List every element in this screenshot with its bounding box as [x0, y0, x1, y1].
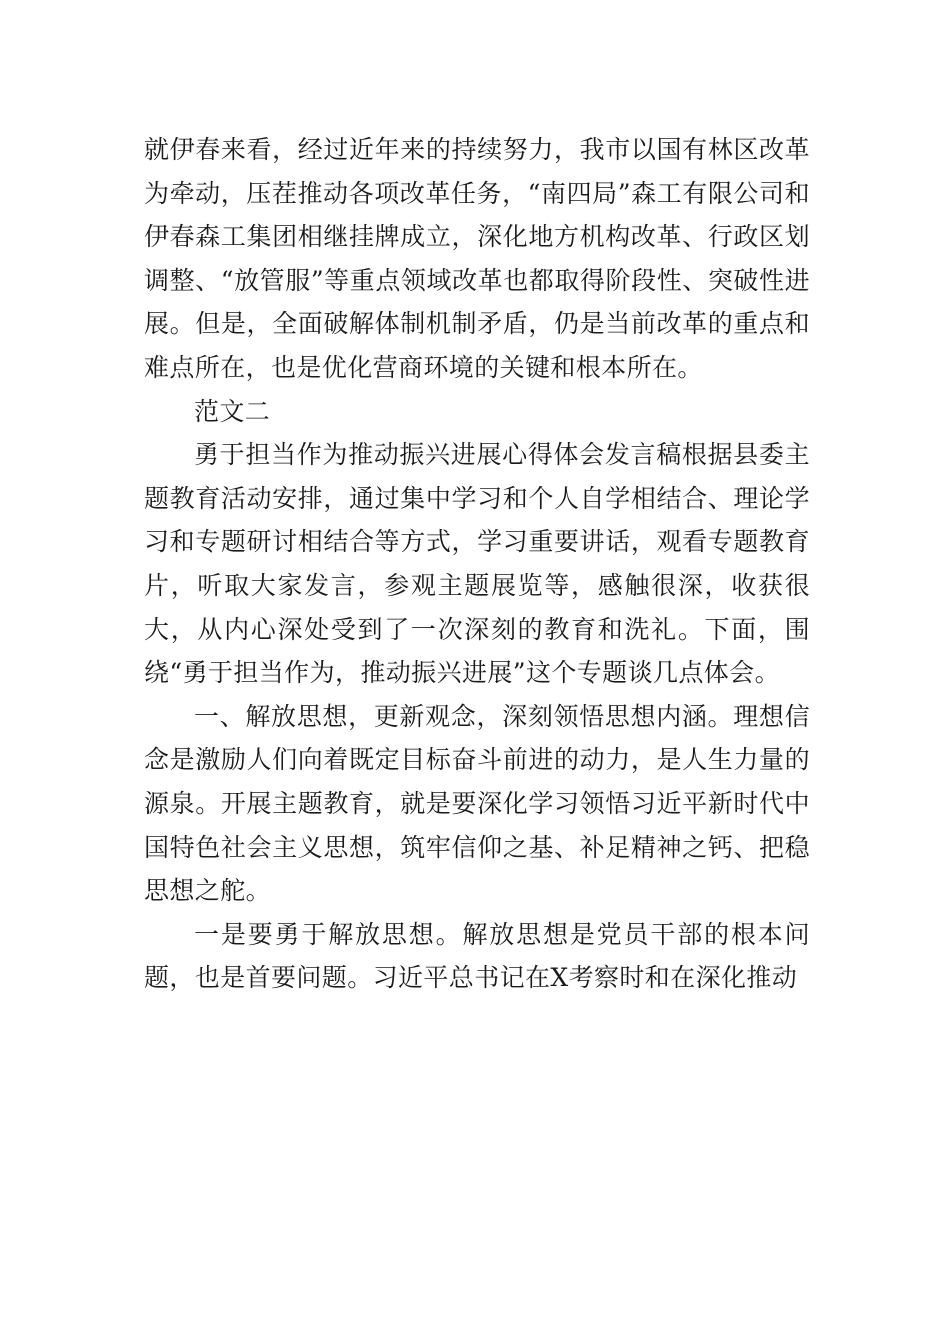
document-body	[144, 128, 810, 1000]
section-heading-fanwen-er: 范文二	[194, 396, 271, 426]
paragraph-liberate-thought: 一是要勇于解放思想。解放思想是党员干部的根本问题，也是首要问题。习近平总书记在X考察时和在深化推动	[144, 919, 810, 993]
paragraph-yichun-reform: 就伊春来看，经过近年来的持续努力，我市以国有林区改革为牵动，压茬推动各项改革任务，“南四局”森工有限公司和伊春森工集团相继挂牌成立，深化地方机构改革、行政区划调整、“放管服”等重点领域改革也都取得阶段性、突破性进展。但是，全面破解体制机制矛盾，仍是当前改革的重点和难点所在，也是优化营商环境的关键和根本所在。	[144, 135, 810, 382]
paragraph-point-one: 一、解放思想，更新观念，深刻领悟思想内涵。理想信念是激励人们向着既定目标奋斗前进的动力，是人生力量的源泉。开展主题教育，就是要深化学习领悟习近平新时代中国特色社会主义思想，筑牢信仰之基、补足精神之钙、把稳思想之舵。	[144, 701, 810, 906]
paragraph-speech-intro: 勇于担当作为推动振兴进展心得体会发言稿根据县委主题教育活动安排，通过集中学习和个人自学相结合、理论学习和专题研讨相结合等方式，学习重要讲话，观看专题教育片，听取大家发言，参观主题展览等，感触很深，收获很大，从内心深处受到了一次深刻的教育和洗礼。下面，围绕“勇于担当作为，推动振兴进展”这个专题谈几点体会。	[144, 440, 810, 688]
